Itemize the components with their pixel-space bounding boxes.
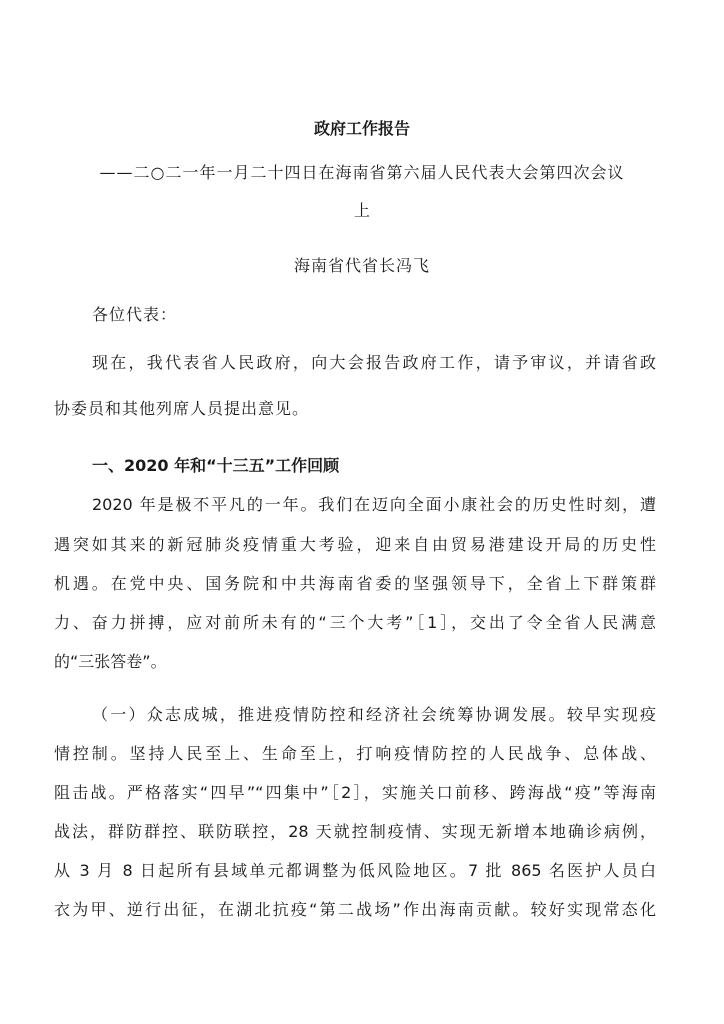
intro-line-1: 现在，我代表省人民政府，向大会报告政府工作，请予审议，并请省政 xyxy=(92,353,656,372)
paragraph-1-line-2: 遇突如其来的新冠肺炎疫情重大考验，迎来自由贸易港建设开局的历史性 xyxy=(54,535,656,554)
section-heading: 一、2020 年和“十三五”工作回顾 xyxy=(92,456,340,475)
paragraph-1-line-3: 机遇。在党中央、国务院和中共海南省委的坚强领导下，全省上下群策群 xyxy=(54,574,656,593)
subtitle-line-1: ——二○二一年一月二十四日在海南省第六届人民代表大会第四次会议 xyxy=(99,163,625,182)
paragraph-2-line-2: 情控制。坚持人民至上、生命至上，打响疫情防控的人民战争、总体战、 xyxy=(54,744,656,763)
paragraph-2-line-4: 战法，群防群控、联防联控，28 天就控制疫情、实现无新增本地确诊病例， xyxy=(54,822,656,841)
paragraph-1-line-4: 力、奋力拼搏，应对前所未有的“三个大考”［1］，交出了令全省人民满意 xyxy=(54,613,656,632)
salutation: 各位代表： xyxy=(92,305,178,324)
paragraph-2-line-3: 阻击战。严格落实“四早”“四集中”［2］，实施关口前移、跨海战“疫”等海南 xyxy=(54,783,656,802)
subtitle-line-2: 上 xyxy=(353,201,370,220)
paragraph-1-line-1: 2020 年是极不平凡的一年。我们在迈向全面小康社会的历史性时刻，遭 xyxy=(92,495,656,514)
paragraph-2-line-5: 从 3 月 8 日起所有县域单元都调整为低风险地区。7 批 865 名医护人员白 xyxy=(54,861,656,880)
author-line: 海南省代省长冯飞 xyxy=(293,256,430,275)
paragraph-2-line-1: （一）众志成城，推进疫情防控和经济社会统筹协调发展。较早实现疫 xyxy=(92,705,656,724)
paragraph-1-line-5: 的“三张答卷”。 xyxy=(54,652,167,671)
page-title: 政府工作报告 xyxy=(313,119,410,138)
paragraph-2-line-6: 衣为甲、逆行出征，在湖北抗疫“第二战场”作出海南贡献。较好实现常态化 xyxy=(54,900,656,919)
intro-line-2: 协委员和其他列席人员提出意见。 xyxy=(54,399,310,418)
